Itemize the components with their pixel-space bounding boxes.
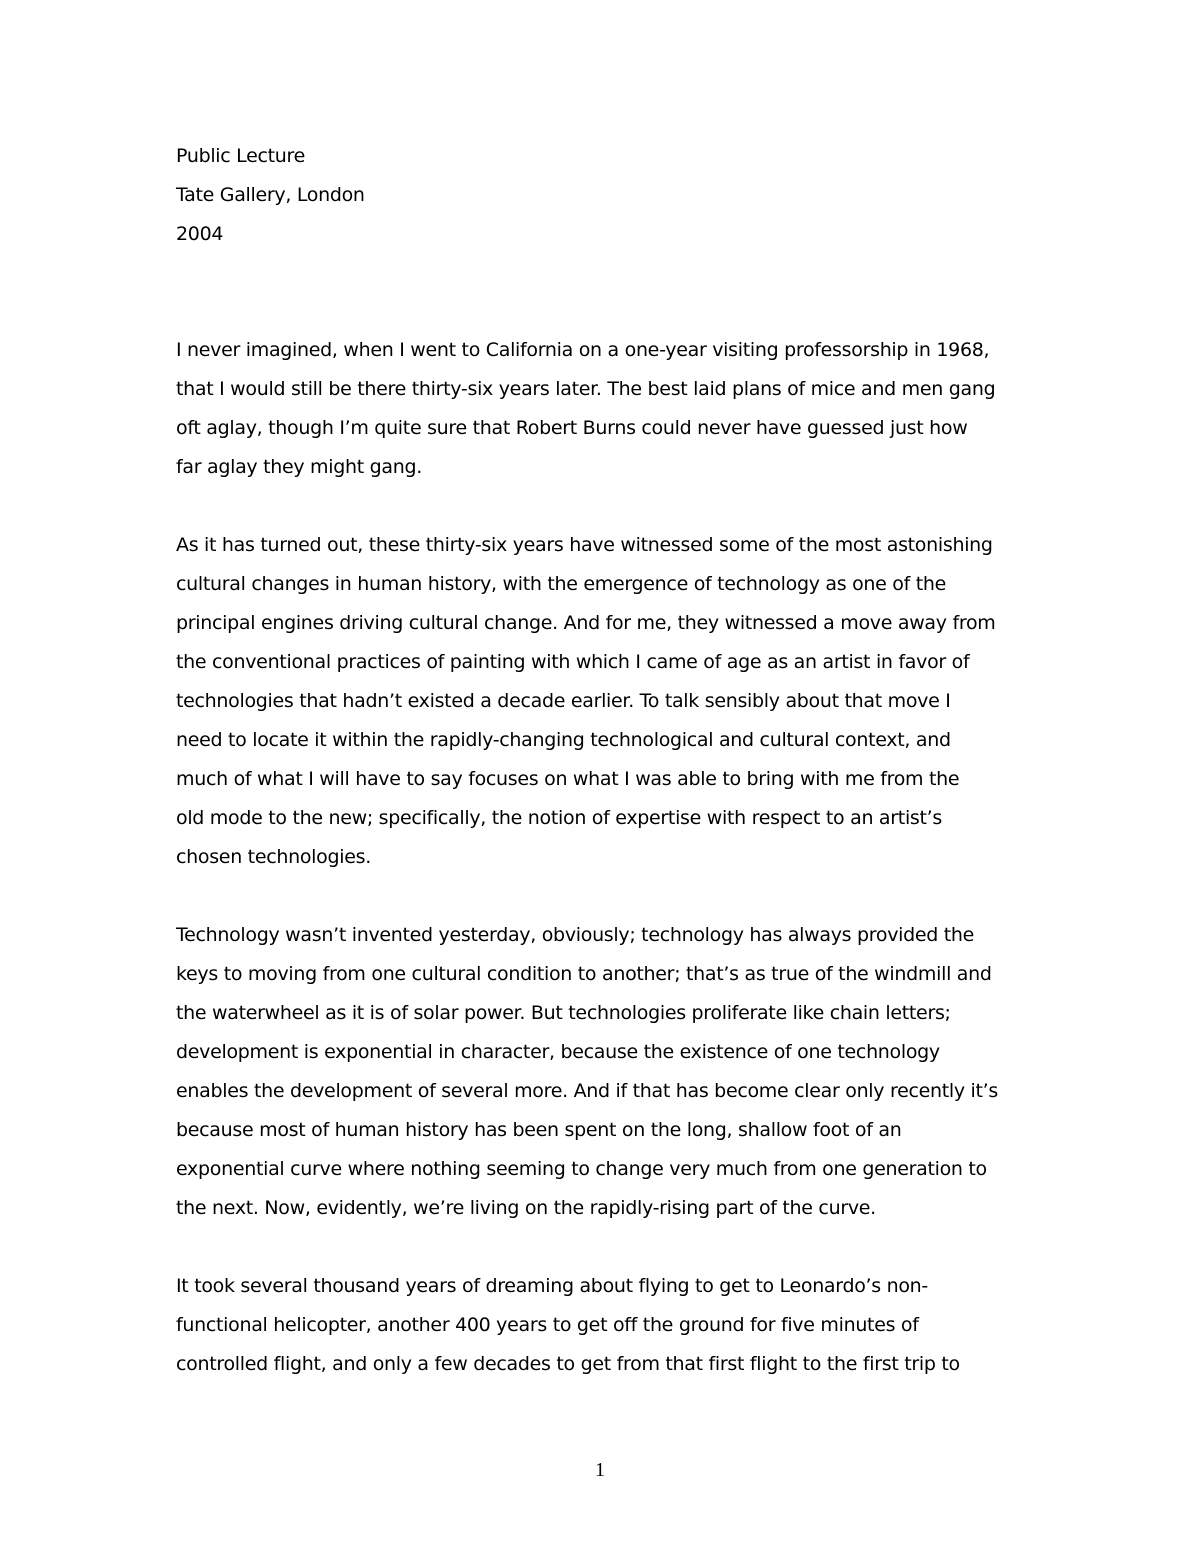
paragraph-line: the conventional practices of painting with which I came of age as an artist in favor of bbox=[176, 651, 970, 673]
paragraph-line: principal engines driving cultural change. And for me, they witnessed a move away from bbox=[176, 612, 996, 634]
paragraph-4 bbox=[176, 1267, 1036, 1384]
paragraph-line: much of what I will have to say focuses on what I was able to bring with me from the bbox=[176, 768, 960, 790]
paragraph-line: the waterwheel as it is of solar power. But technologies proliferate like chain letters; bbox=[176, 1002, 951, 1024]
header-event: Public Lecture bbox=[176, 145, 306, 167]
paragraph-spacer bbox=[176, 487, 1036, 526]
header-year: 2004 bbox=[176, 223, 224, 245]
paragraph-line: technologies that hadn’t existed a decade earlier. To talk sensibly about that move I bbox=[176, 690, 951, 712]
paragraph-line: oft aglay, though I’m quite sure that Robert Burns could never have guessed just how bbox=[176, 417, 968, 439]
paragraph-3 bbox=[176, 916, 1036, 1228]
paragraph-line: controlled flight, and only a few decades to get from that first flight to the first trip to bbox=[176, 1353, 960, 1375]
paragraph-line: development is exponential in character, because the existence of one technology bbox=[176, 1041, 940, 1063]
paragraph-spacer bbox=[176, 877, 1036, 916]
header-venue: Tate Gallery, London bbox=[176, 184, 365, 206]
paragraph-line: I never imagined, when I went to California on a one-year visiting professorship in 1968, bbox=[176, 339, 990, 361]
paragraph-line: cultural changes in human history, with the emergence of technology as one of the bbox=[176, 573, 947, 595]
paragraph-line: exponential curve where nothing seeming to change very much from one generation to bbox=[176, 1158, 987, 1180]
paragraph-line: keys to moving from one cultural condition to another; that’s as true of the windmill and bbox=[176, 963, 992, 985]
paragraph-line: far aglay they might gang. bbox=[176, 456, 422, 478]
paragraph-line: because most of human history has been spent on the long, shallow foot of an bbox=[176, 1119, 902, 1141]
paragraph-line: old mode to the new; specifically, the notion of expertise with respect to an artist’s bbox=[176, 807, 943, 829]
paragraph-line: that I would still be there thirty-six years later. The best laid plans of mice and men gang bbox=[176, 378, 996, 400]
paragraph-line: Technology wasn’t invented yesterday, obviously; technology has always provided the bbox=[176, 924, 975, 946]
lecture-body bbox=[176, 331, 1036, 1384]
paragraph-spacer bbox=[176, 1228, 1036, 1267]
lecture-header bbox=[176, 137, 1036, 254]
paragraph-line: enables the development of several more. And if that has become clear only recently it’s bbox=[176, 1080, 999, 1102]
paragraph-line: As it has turned out, these thirty-six years have witnessed some of the most astonishing bbox=[176, 534, 993, 556]
paragraph-line: It took several thousand years of dreaming about flying to get to Leonardo’s non- bbox=[176, 1275, 928, 1297]
paragraph-2 bbox=[176, 526, 1036, 877]
page-number: 1 bbox=[595, 1459, 605, 1481]
paragraph-line: chosen technologies. bbox=[176, 846, 371, 868]
paragraph-line: the next. Now, evidently, we’re living on the rapidly-rising part of the curve. bbox=[176, 1197, 876, 1219]
paragraph-line: need to locate it within the rapidly-changing technological and cultural context, and bbox=[176, 729, 951, 751]
paragraph-1 bbox=[176, 331, 1036, 487]
paragraph-line: functional helicopter, another 400 years to get off the ground for five minutes of bbox=[176, 1314, 919, 1336]
